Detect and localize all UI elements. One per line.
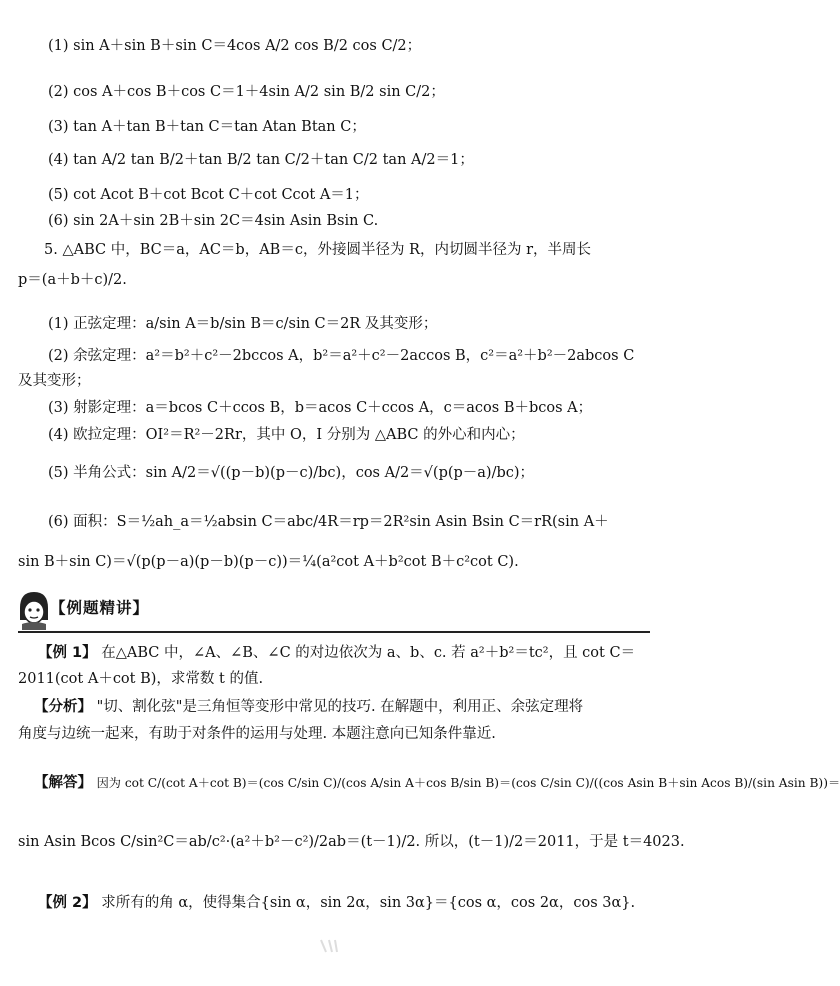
- solution-label: 【解答】: [34, 775, 92, 791]
- identity-4: (4) tan A/2 tan B/2＋tan B/2 tan C/2＋tan C/2 tan A/2＝1；: [48, 152, 474, 168]
- solution-line2: sin Asin Bcos C/sin²C＝ab/c²·(a²＋b²－c²)/2ab＝(t－1)/2. 所以，(t－1)/2＝2011，于是 t＝4023.: [18, 834, 685, 850]
- example2-label: 【例 2】: [38, 895, 97, 911]
- example2-question: 求所有的角 α，使得集合{sin α，sin 2α，sin 3α}＝{cos α，cos 2α，cos 3α}.: [101, 895, 636, 911]
- identity-5: (5) cot Acot B＋cot Bcot C＋cot Ccot A＝1；: [48, 187, 369, 203]
- analysis-label: 【分析】: [34, 699, 92, 715]
- section-title: 【例题精讲】: [50, 599, 150, 617]
- section-divider: [18, 631, 650, 633]
- half-angle-formula: (5) 半角公式：sin A/2＝√((p－b)(p－c)/bc)，cos A/2＝√(p(p－a)/bc)；: [48, 465, 535, 481]
- identity-6: (6) sin 2A＋sin 2B＋sin 2C＝4sin Asin Bsin C.: [48, 213, 379, 229]
- identity-1: (1) sin A＋sin B＋sin C＝4cos A/2 cos B/2 cos C/2；: [48, 38, 422, 54]
- example1-line1: [38, 643, 635, 663]
- analysis-line1: [34, 697, 583, 717]
- example1-label: 【例 1】: [38, 645, 97, 661]
- identity-3: (3) tan A＋tan B＋tan C＝tan Atan Btan C；: [48, 119, 366, 135]
- area-formula-line2: sin B＋sin C)＝√(p(p－a)(p－b)(p－c))＝¼(a²cot A＋b²cot B＋c²cot C).: [18, 554, 519, 570]
- analysis-text: "切、割化弦"是三角恒等变形中常见的技巧. 在解题中，利用正、余弦定理将: [96, 699, 584, 715]
- item5-line2: p＝(a＋b＋c)/2.: [18, 272, 127, 288]
- cosine-law-line1: (2) 余弦定理：a²＝b²＋c²－2bccos A，b²＝a²＋c²－2accos B，c²＝a²＋b²－2abcos C: [48, 348, 635, 364]
- sine-law: (1) 正弦定理：a/sin A＝b/sin B＝c/sin C＝2R 及其变形；: [48, 316, 438, 332]
- example1-question: 在△ABC 中，∠A、∠B、∠C 的对边依次为 a、b、c. 若 a²＋b²＝tc²，且 cot C＝: [101, 645, 636, 661]
- example1-line2: 2011(cot A＋cot B)，求常数 t 的值.: [18, 671, 264, 687]
- student-mascot-icon: [16, 590, 52, 630]
- example2-line: [38, 893, 635, 913]
- cosine-law-line2: 及其变形；: [18, 373, 91, 389]
- solution-text: 因为 cot C/(cot A＋cot B)＝(cos C/sin C)/(cos A/sin A＋cos B/sin B)＝(cos C/sin C)/((cos Asin B＋sin Acos B)/(sin Asin B))＝: [96, 776, 840, 790]
- projection-law: (3) 射影定理：a＝bcos C＋ccos B，b＝acos C＋ccos A，c＝acos B＋bcos A；: [48, 400, 593, 416]
- euler-theorem: (4) 欧拉定理：OI²＝R²－2Rr，其中 O，I 分别为 △ABC 的外心和内心；: [48, 427, 525, 443]
- identity-2: (2) cos A＋cos B＋cos C＝1＋4sin A/2 sin B/2 sin C/2；: [48, 84, 445, 100]
- watermark-icon: [318, 936, 340, 956]
- area-formula-line1: (6) 面积：S＝½ah_a＝½absin C＝abc/4R＝rp＝2R²sin Asin Bsin C＝rR(sin A＋: [48, 514, 609, 530]
- item5-line1: 5. △ABC 中，BC＝a，AC＝b，AB＝c，外接圆半径为 R，内切圆半径为 r，半周长: [44, 242, 592, 258]
- solution-line1: [34, 773, 840, 793]
- analysis-line2: 角度与边统一起来，有助于对条件的运用与处理. 本题注意向已知条件靠近.: [18, 726, 496, 742]
